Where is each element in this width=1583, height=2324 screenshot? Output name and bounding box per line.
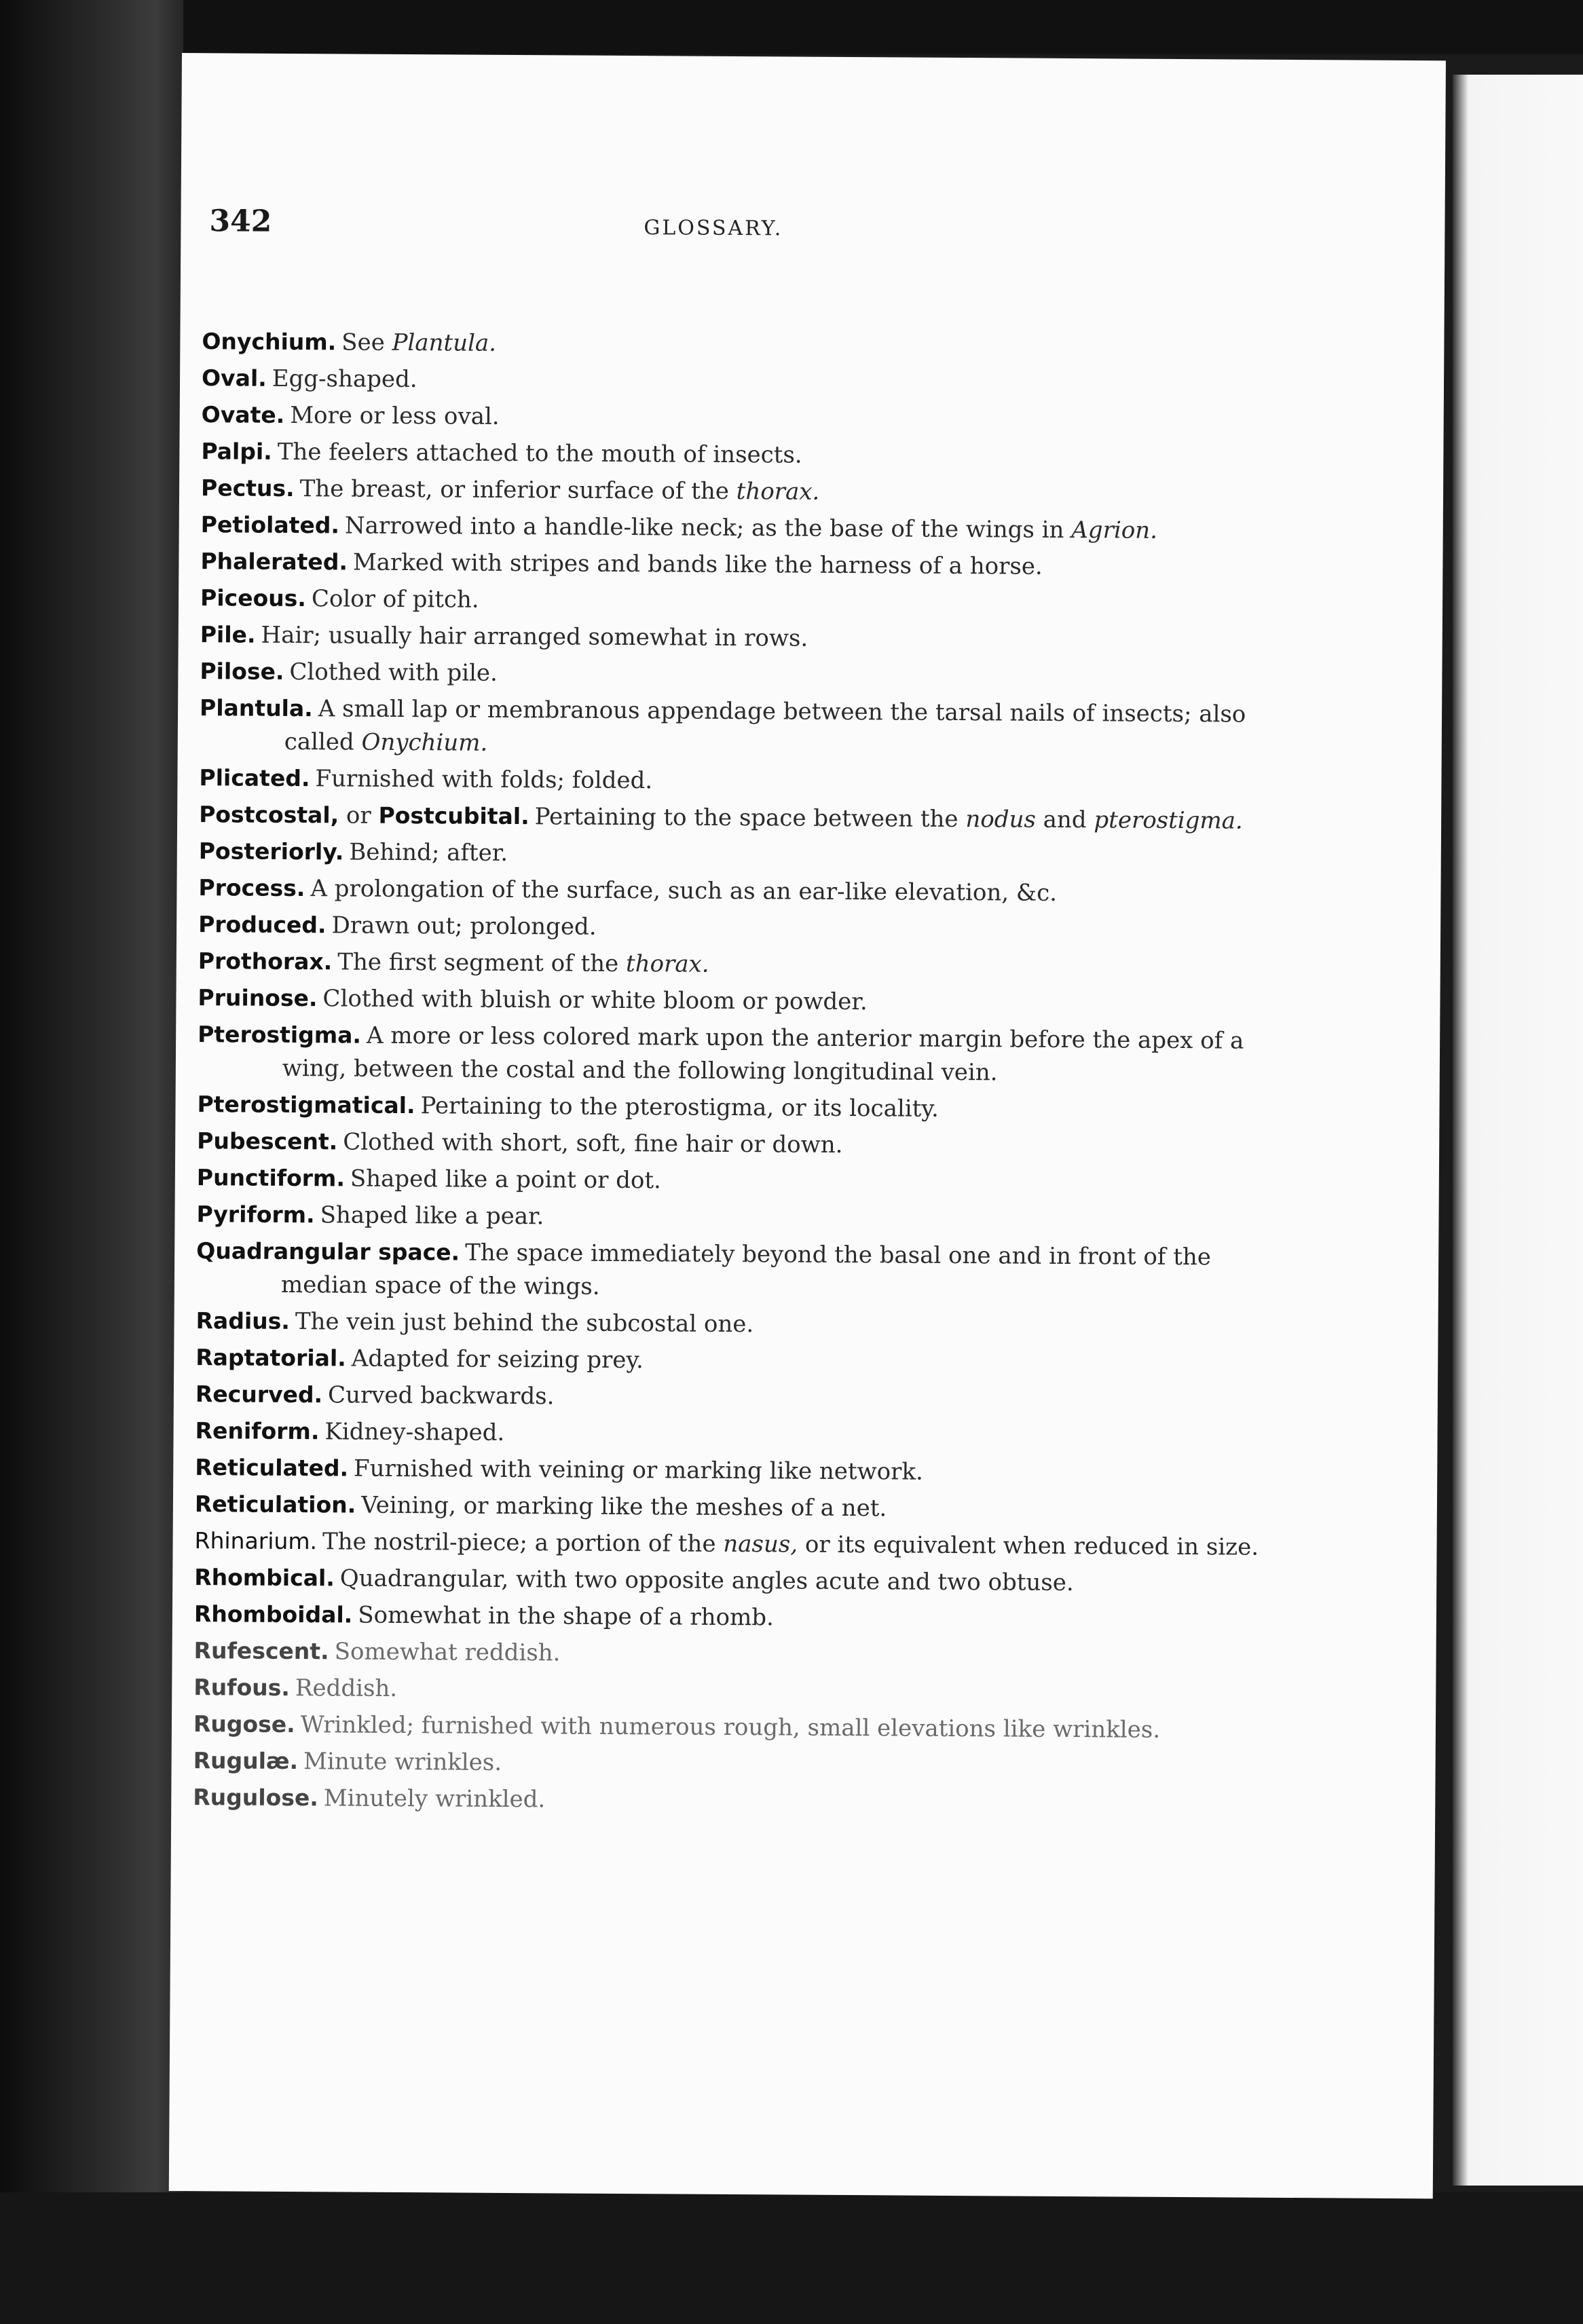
definition-text: Egg-shaped. [272,364,417,394]
entry-definition [278,438,802,469]
entry-definition [310,875,1057,907]
definition-italic-text: Onychium. [361,728,488,757]
glossary-entry [195,1341,1295,1381]
glossary-entry [199,834,1299,875]
glossary-entry [197,1124,1297,1165]
entry-definition [290,402,500,430]
entry-term: Rufous. [193,1674,291,1702]
definition-text: Pertaining to the pterostigma, or its locality. [420,1092,939,1123]
entry-term: Punctiform. [196,1164,346,1192]
glossary-entries [193,324,1301,1824]
glossary-entry [194,1597,1294,1638]
definition-text: Kidney-shaped. [324,1418,505,1446]
definition-italic-text: nodus [965,806,1037,833]
glossary-entry [198,981,1297,1022]
entry-term: Produced. [198,911,327,939]
glossary-entry [199,798,1299,838]
definition-text: Clothed with pile. [289,658,498,687]
entry-term: Pectus. [200,474,295,502]
entry-definition [320,1201,544,1230]
entry-definition [303,1748,502,1776]
definition-text: Clothed with short, soft, fine hair or down. [343,1128,843,1159]
entry-term: Rugose. [193,1710,295,1738]
glossary-entry [193,1707,1293,1748]
glossary-entry [199,761,1299,802]
definition-text: The breast, or inferior surface of the [299,475,737,506]
definition-text: Pertaining to the space between the [534,803,966,833]
definition-text: The feelers attached to the mouth of insects. [277,438,802,469]
entry-definition [324,1784,546,1813]
entry-term: Postcostal, [199,801,339,829]
entry-definition [341,329,496,356]
entry-term: Pterostigma. [198,1021,362,1049]
definition-text: Narrowed into a handle-like neck; as the base of the wings in [344,512,1072,544]
entry-definition [361,1492,887,1522]
glossary-entry [201,508,1301,548]
entry-definition [295,1308,754,1338]
definition-text: Behind; after. [349,838,508,867]
entry-definition [315,765,652,794]
definition-text: The nostril-piece; a portion of the [322,1528,724,1558]
glossary-entry [200,581,1300,622]
entry-definition [261,622,808,652]
entry-term: Rugulose. [193,1784,318,1812]
scan-left-border [0,0,183,2324]
entry-term: Raptatorial. [195,1344,346,1372]
entry-term: Plantula. [199,694,313,722]
entry-definition [340,1564,1074,1596]
definition-text: Furnished with folds; folded. [315,765,653,795]
definition-text: Veining, or marking like the meshes of a net. [361,1491,887,1522]
entry-term: Process. [198,874,305,902]
entry-term: Pilose. [200,658,284,685]
definition-text: Curved backwards. [327,1381,555,1410]
entry-term: Onychium. [202,328,337,356]
definition-text: Quadrangular, with two opposite angles acute and two obtuse. [339,1564,1074,1597]
entry-term: Rhinarium. [194,1527,318,1555]
next-page-edge [1453,75,1583,2186]
page-number: 342 [209,204,272,239]
entry-term: Pruinose. [198,984,318,1012]
entry-definition [420,1092,938,1123]
definition-italic-text: Plantula. [392,329,497,357]
glossary-entry [198,1017,1298,1091]
entry-term: Radius. [195,1307,291,1335]
entry-term: Recurved. [195,1381,323,1408]
entry-term: Rhomboidal. [193,1600,353,1628]
definition-text: A more or less colored mark upon the anterior margin before the apex of a wing, between the costal and the following longitudinal vein. [282,1022,1244,1087]
entry-term: Reticulated. [195,1454,349,1482]
entry-definition [300,475,820,506]
entry-definition [353,549,1043,580]
glossary-entry [197,1087,1297,1128]
glossary-entry [200,618,1300,658]
page-title: GLOSSARY. [644,216,783,241]
entry-definition [337,948,709,977]
entry-term: Pterostigmatical. [197,1091,415,1119]
entry-definition [322,985,867,1015]
definition-text: More or less oval. [290,401,500,430]
definition-text: Hair; usually hair arranged somewhat in rows. [261,621,808,652]
book-page [169,53,1446,2198]
entry-term: Prothorax. [198,948,333,975]
entry-definition [343,1128,842,1158]
glossary-entry [198,944,1298,985]
entry-definition [312,585,479,614]
entry-definition [324,1418,504,1446]
entry-definition [349,839,508,867]
definition-text: Adapted for seizing prey. [351,1345,644,1374]
entry-term: Plicated. [199,764,310,792]
glossary-entry [200,691,1300,765]
entry-term: Piceous. [200,584,307,612]
entry-definition [328,1381,555,1410]
entry-term: Rufescent. [193,1637,329,1665]
entry-definition [282,1022,1244,1087]
glossary-entry [193,1744,1292,1784]
entry-term: Pubescent. [197,1127,338,1155]
definition-text: Somewhat reddish. [334,1638,561,1667]
definition-text: A small lap or membranous appendage between the tarsal nails of insects; also called [284,695,1246,756]
entry-term: Pile. [200,621,256,648]
entry-definition [331,912,596,940]
definition-text: The first segment of the [337,948,627,978]
glossary-entry [196,1197,1296,1238]
entry-term: Posteriorly. [198,838,344,865]
entry-definition [352,1345,644,1374]
definition-italic-text: thorax. [625,950,709,978]
entry-definition [358,1602,774,1632]
entry-definition [301,1711,1161,1744]
definition-text: See [341,329,392,356]
glossary-entry [202,361,1301,402]
definition-text: Minutely wrinkled. [323,1784,546,1814]
running-head [209,204,1295,265]
entry-term: Petiolated. [200,511,340,539]
entry-definition [322,1528,1259,1560]
definition-text: Minute wrinkles. [303,1748,502,1776]
glossary-entry [193,1780,1292,1821]
entry-definition [535,803,1243,834]
definition-italic-text: nasus, [723,1530,798,1558]
definition-text: or its equivalent when reduced in size. [797,1531,1259,1561]
entry-term: Reniform. [195,1417,320,1445]
entry-definition [289,658,498,687]
definition-text: The space immediately beyond the basal one and in front of the median space of the wings. [280,1239,1212,1300]
definition-text: Shaped like a point or dot. [350,1165,662,1195]
glossary-entry [201,471,1301,512]
entry-term: Phalerated. [200,548,348,576]
definition-text: Furnished with veining or marking like network. [353,1455,923,1486]
definition-text: Reddish. [295,1674,398,1702]
entry-definition [350,1165,661,1195]
glossary-entry [202,324,1301,365]
definition-italic-text: pterostigma. [1094,806,1243,835]
entry-term-alt: Postcubital. [378,802,529,830]
glossary-entry [193,1670,1293,1711]
glossary-entry [194,1560,1294,1601]
definition-text: Somewhat in the shape of a rhomb. [358,1601,774,1632]
glossary-entry [193,1634,1293,1674]
entry-term: Quadrangular space. [196,1237,460,1266]
entry-definition [295,1674,398,1702]
glossary-entry [194,1524,1294,1564]
glossary-entry [202,398,1301,438]
definition-italic-text: Agrion. [1071,517,1158,544]
glossary-entry [195,1304,1295,1345]
glossary-entry [195,1377,1295,1418]
entry-term: Oval. [201,364,267,392]
entry-definition [354,1455,923,1486]
scan-top-border [0,0,1583,54]
glossary-entry [197,1161,1297,1201]
entry-definition [345,512,1157,544]
entry-term: Ovate. [201,401,285,428]
definition-text: Color of pitch. [311,585,479,614]
glossary-entry [201,434,1301,475]
entry-connector: or [339,802,379,829]
entry-definition [272,365,417,393]
glossary-entry [195,1487,1295,1528]
entry-term: Rugulæ. [193,1747,299,1775]
definition-italic-text: thorax. [736,478,820,506]
definition-text: Wrinkled; furnished with numerous rough, small elevations like wrinkles. [300,1711,1161,1744]
entry-term: Palpi. [201,438,272,465]
glossary-entry [195,1450,1295,1491]
entry-term: Rhombical. [194,1564,335,1592]
glossary-entry [200,544,1300,585]
entry-term: Reticulation. [194,1491,356,1518]
entry-definition [335,1638,561,1666]
definition-text: Marked with stripes and bands like the harness of a horse. [352,548,1043,580]
glossary-entry [195,1414,1295,1455]
entry-definition [284,695,1246,757]
entry-term: Pyriform. [196,1201,315,1229]
definition-text: Shaped like a pear. [320,1201,544,1231]
definition-text: The vein just behind the subcostal one. [295,1308,754,1338]
glossary-entry [196,1234,1297,1308]
definition-text: Drawn out; prolonged. [331,912,597,941]
glossary-entry [198,907,1298,948]
definition-text: and [1035,806,1094,834]
definition-text: A prolongation of the surface, such as an ear-like elevation, &c. [310,875,1058,907]
scan-bottom-border [0,2192,1583,2324]
glossary-entry [200,654,1299,695]
definition-text: Clothed with bluish or white bloom or powder. [322,985,868,1016]
glossary-entry [198,871,1298,912]
